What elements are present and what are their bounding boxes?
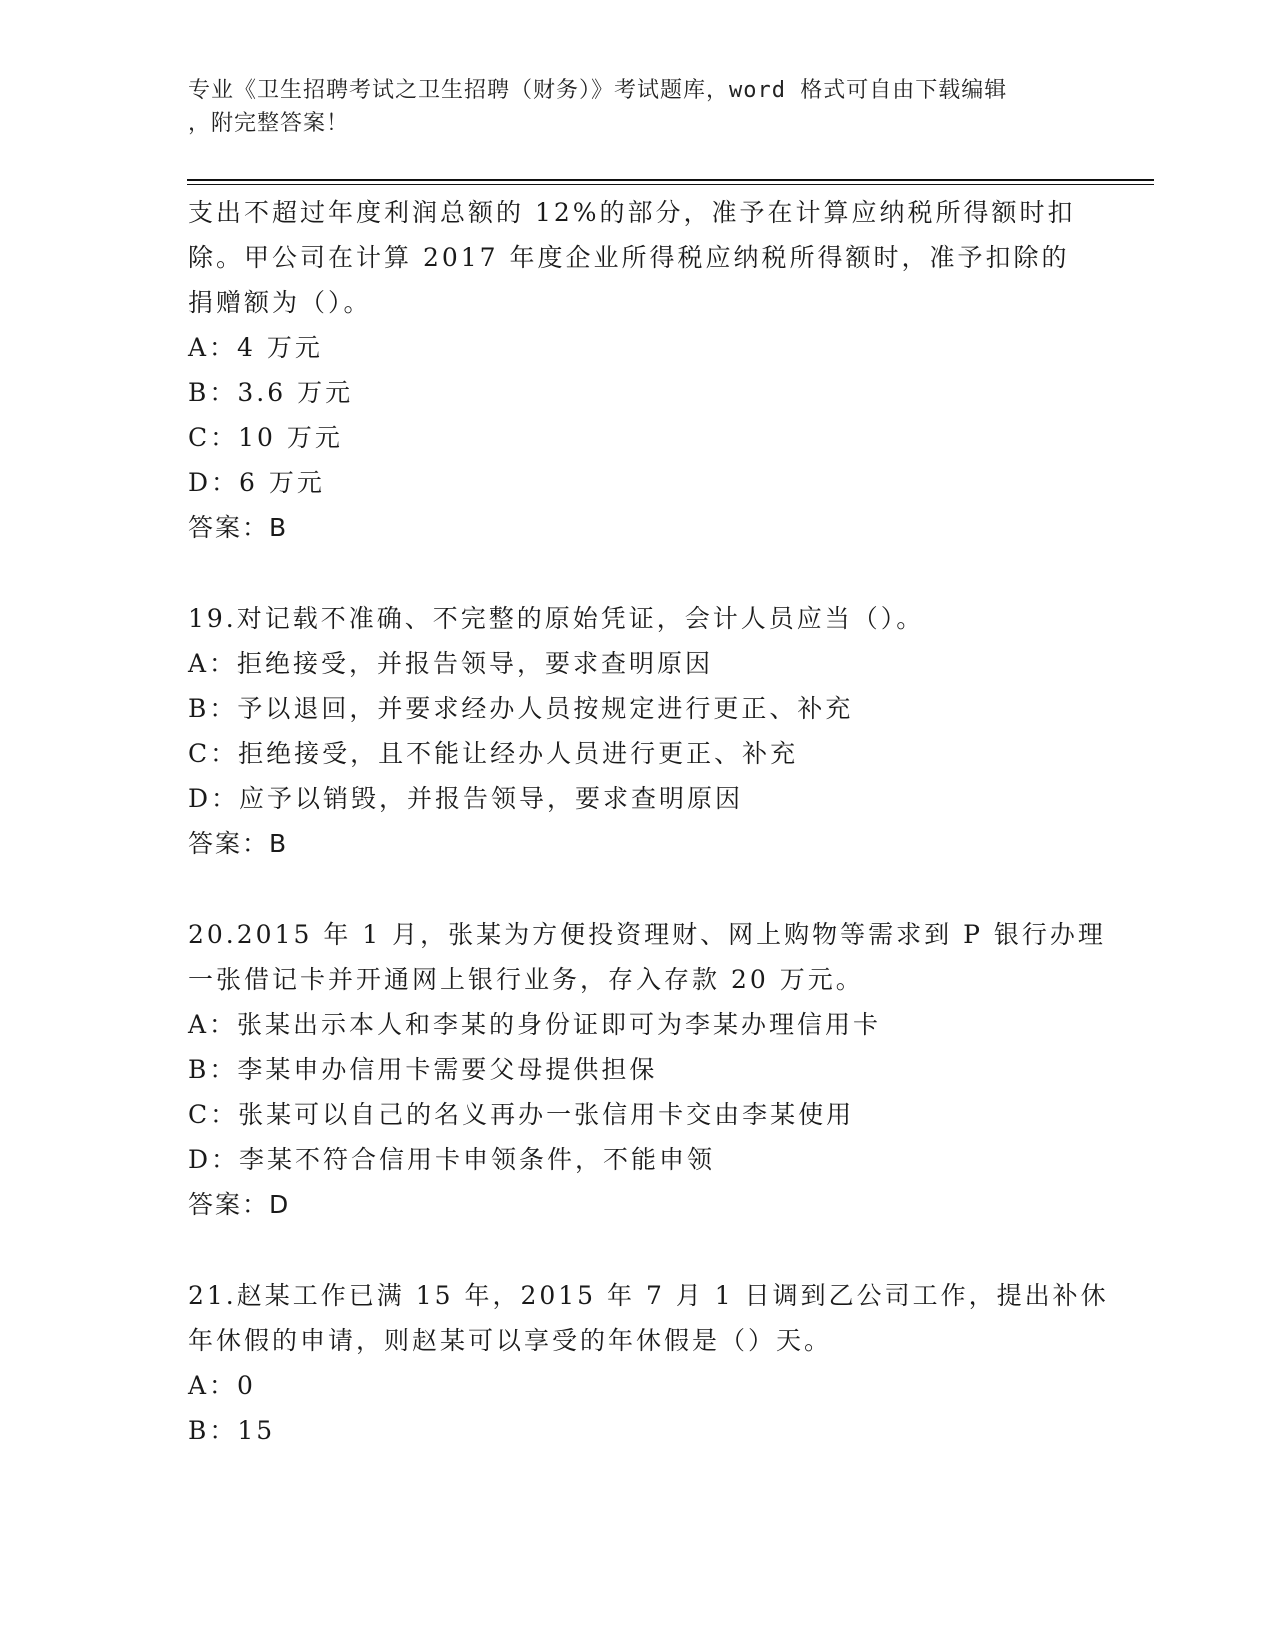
question-list bbox=[188, 190, 1109, 1453]
answer-label: 答案：B bbox=[188, 829, 289, 858]
option-a: A：0 bbox=[188, 1371, 256, 1400]
question-stem-line: 20.2015 年 1 月，张某为方便投资理财、网上购物等需求到 P 银行办理 bbox=[188, 920, 1106, 949]
spacer bbox=[188, 1227, 1088, 1273]
option-c: C：张某可以自己的名义再办一张信用卡交由李某使用 bbox=[188, 1100, 855, 1129]
option-c: C：10 万元 bbox=[188, 423, 343, 452]
answer-label: 答案：B bbox=[188, 513, 289, 542]
question-stem-line: 19.对记载不准确、不完整的原始凭证，会计人员应当（）。 bbox=[188, 604, 925, 633]
question-stem-line: 除。甲公司在计算 2017 年度企业所得税应纳税所得额时，准予扣除的 bbox=[188, 243, 1070, 272]
option-d: D：李某不符合信用卡申领条件，不能申领 bbox=[188, 1145, 716, 1174]
option-d: D：应予以销毁，并报告领导，要求查明原因 bbox=[188, 784, 744, 813]
option-a: A：张某出示本人和李某的身份证即可为李某办理信用卡 bbox=[188, 1010, 882, 1039]
header-rule-thin bbox=[187, 184, 1154, 185]
header-rule-thick bbox=[187, 179, 1154, 181]
option-a: A：拒绝接受，并报告领导，要求查明原因 bbox=[188, 649, 714, 678]
option-b: B：3.6 万元 bbox=[188, 378, 354, 407]
spacer bbox=[188, 866, 1088, 912]
option-b: B：15 bbox=[188, 1416, 276, 1445]
question-18 bbox=[188, 190, 1088, 550]
header-title-line-2: ，附完整答案！ bbox=[188, 111, 350, 136]
question-stem-line: 支出不超过年度利润总额的 12%的部分，准予在计算应纳税所得额时扣 bbox=[188, 198, 1076, 227]
question-21 bbox=[188, 1273, 1109, 1453]
question-20 bbox=[188, 912, 1106, 1227]
option-b: B：李某申办信用卡需要父母提供担保 bbox=[188, 1055, 658, 1084]
question-stem-line: 年休假的申请，则赵某可以享受的年休假是（）天。 bbox=[188, 1326, 833, 1355]
document-header bbox=[188, 74, 1088, 140]
option-b: B：予以退回，并要求经办人员按规定进行更正、补充 bbox=[188, 694, 854, 723]
question-19 bbox=[188, 596, 1088, 866]
question-stem-line: 捐赠额为（）。 bbox=[188, 288, 372, 317]
spacer bbox=[188, 550, 1088, 596]
option-d: D：6 万元 bbox=[188, 468, 325, 497]
question-stem-line: 一张借记卡并开通网上银行业务，存入存款 20 万元。 bbox=[188, 965, 864, 994]
question-stem-line: 21.赵某工作已满 15 年，2015 年 7 月 1 日调到乙公司工作，提出补休 bbox=[188, 1281, 1109, 1310]
answer-label: 答案：D bbox=[188, 1190, 291, 1219]
option-a: A：4 万元 bbox=[188, 333, 323, 362]
option-c: C：拒绝接受，且不能让经办人员进行更正、补充 bbox=[188, 739, 799, 768]
header-title-line-1: 专业《卫生招聘考试之卫生招聘（财务）》考试题库，word 格式可自由下载编辑 bbox=[188, 78, 1008, 103]
